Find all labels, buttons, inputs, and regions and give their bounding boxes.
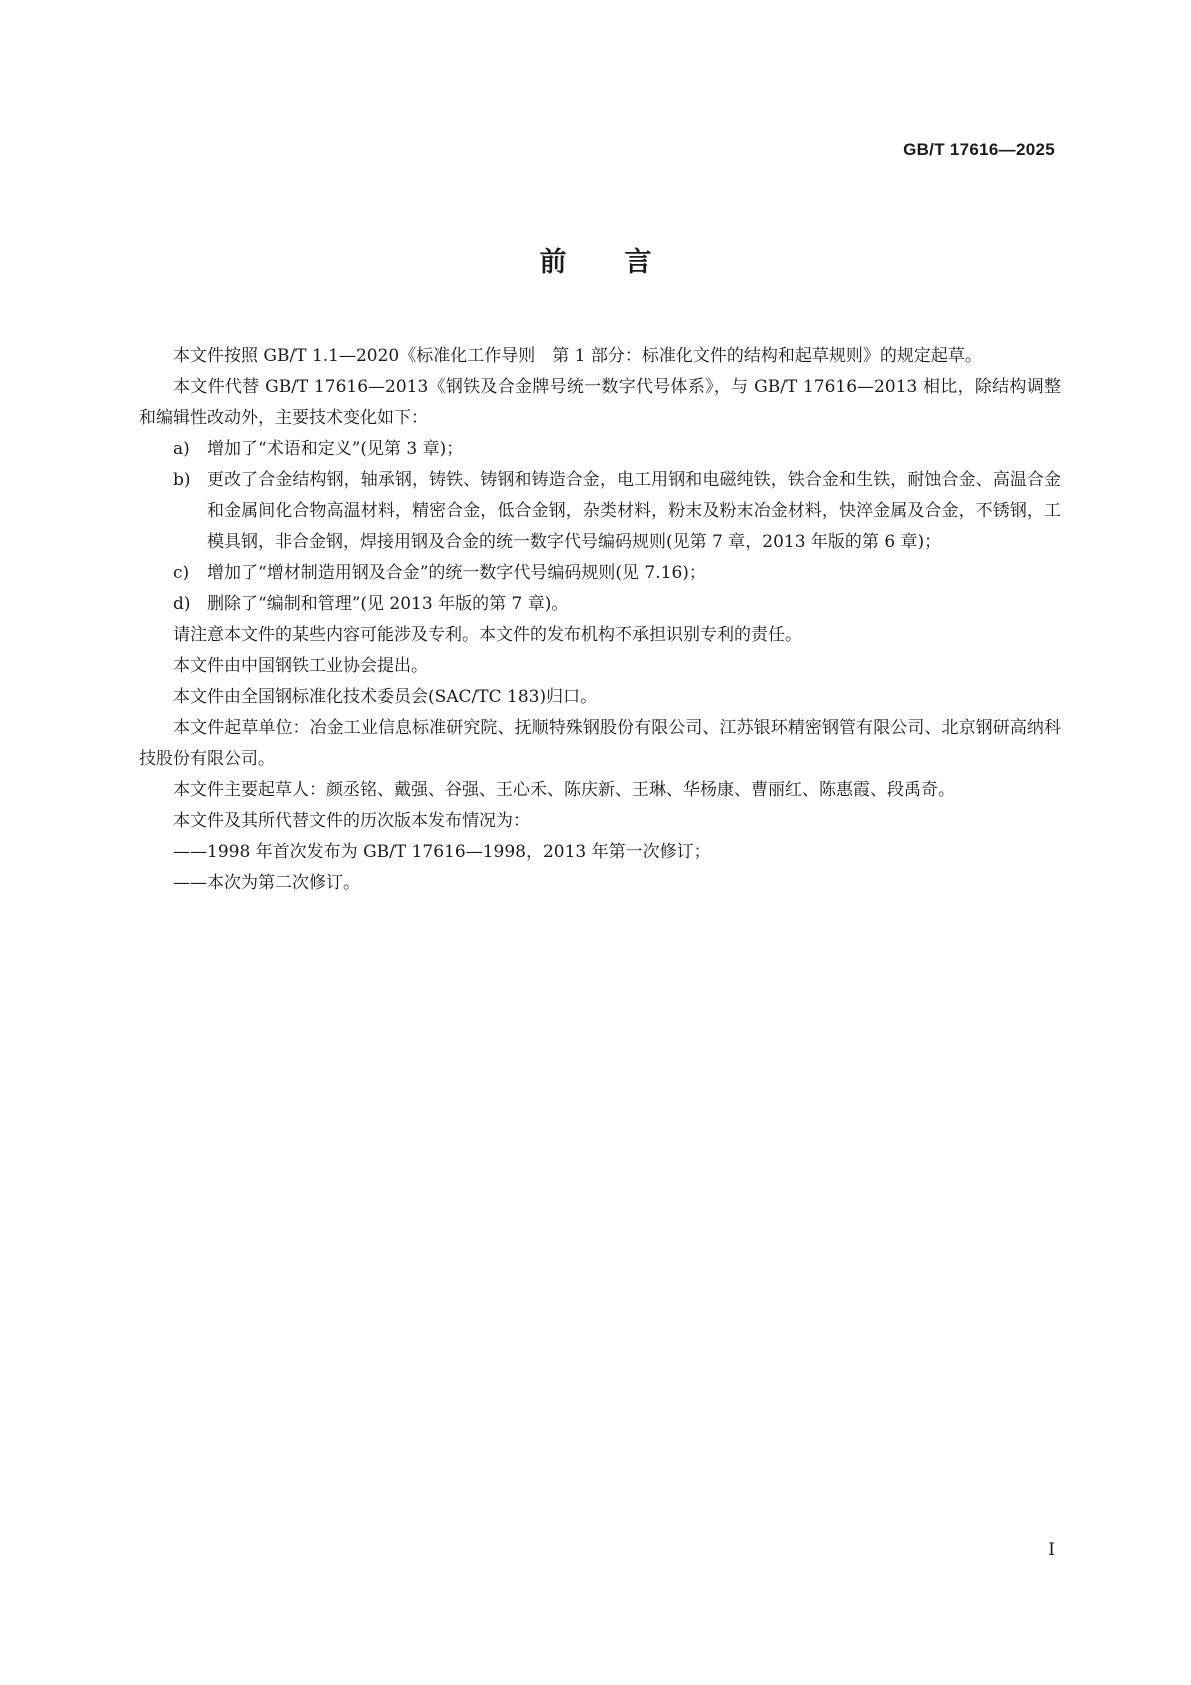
change-item-text: 增加了“增材制造用钢及合金”的统一数字代号编码规则(见 7.16)；	[207, 563, 706, 583]
change-item-c	[139, 558, 1061, 589]
change-item-marker: d)	[173, 594, 191, 614]
paragraph-proposer: 本文件由中国钢铁工业协会提出。	[173, 656, 428, 676]
change-item-marker: b)	[173, 470, 191, 490]
paragraph-committee: 本文件由全国钢标准化技术委员会(SAC/TC 183)归口。	[173, 687, 598, 707]
change-item-marker: c)	[173, 563, 190, 583]
paragraph-patent-notice: 请注意本文件的某些内容可能涉及专利。本文件的发布机构不承担识别专利的责任。	[173, 625, 802, 645]
paragraph-history-intro: 本文件及其所代替文件的历次版本发布情况为：	[173, 811, 530, 831]
standard-code: GB/T 17616—2025	[903, 140, 1055, 159]
page-title: 前言	[539, 247, 710, 278]
paragraph-replacement: 本文件代替 GB/T 17616—2013《钢铁及合金牌号统一数字代号体系》，与 GB/T 17616—2013 相比，除结构调整和编辑性改动外，主要技术变化如下：	[139, 377, 1061, 428]
paragraph-drafting-basis: 本文件按照 GB/T 1.1—2020《标准化工作导则 第 1 部分：标准化文件的结构和起草规则》的规定起草。	[173, 346, 982, 366]
paragraph-drafting-units: 本文件起草单位：冶金工业信息标准研究院、抚顺特殊钢股份有限公司、江苏银环精密钢管有限公司、北京钢研高纳科技股份有限公司。	[139, 718, 1061, 769]
paragraph-drafters: 本文件主要起草人：颜丞铭、戴强、谷强、王心禾、陈庆新、王琳、华杨康、曹丽红、陈惠霞、段禹奇。	[173, 780, 955, 800]
change-item-marker: a)	[173, 439, 190, 459]
history-item: ——1998 年首次发布为 GB/T 17616—1998，2013 年第一次修订；	[173, 842, 711, 862]
change-item-d	[139, 589, 1061, 620]
change-item-text: 更改了合金结构钢，轴承钢，铸铁、铸钢和铸造合金，电工用钢和电磁纯铁，铁合金和生铁，耐蚀合金、高温合金和金属间化合物高温材料，精密合金，低合金钢，杂类材料，粉末及粉末冶金材料，快淬金属及合金，不锈钢，工模具钢，非合金钢，焊接用钢及合金的统一数字代号编码规则(见第 7 章，2013 年版的第 6 章)；	[207, 470, 1061, 552]
foreword-body	[139, 341, 1061, 899]
change-item-text: 增加了“术语和定义”(见第 3 章)；	[207, 439, 464, 459]
change-item-text: 删除了“编制和管理”(见 2013 年版的第 7 章)。	[207, 594, 569, 614]
page-number: Ⅰ	[1048, 1540, 1055, 1560]
history-item: ——本次为第二次修订。	[173, 873, 360, 893]
change-item-a	[139, 434, 1061, 465]
change-item-b	[139, 465, 1061, 558]
